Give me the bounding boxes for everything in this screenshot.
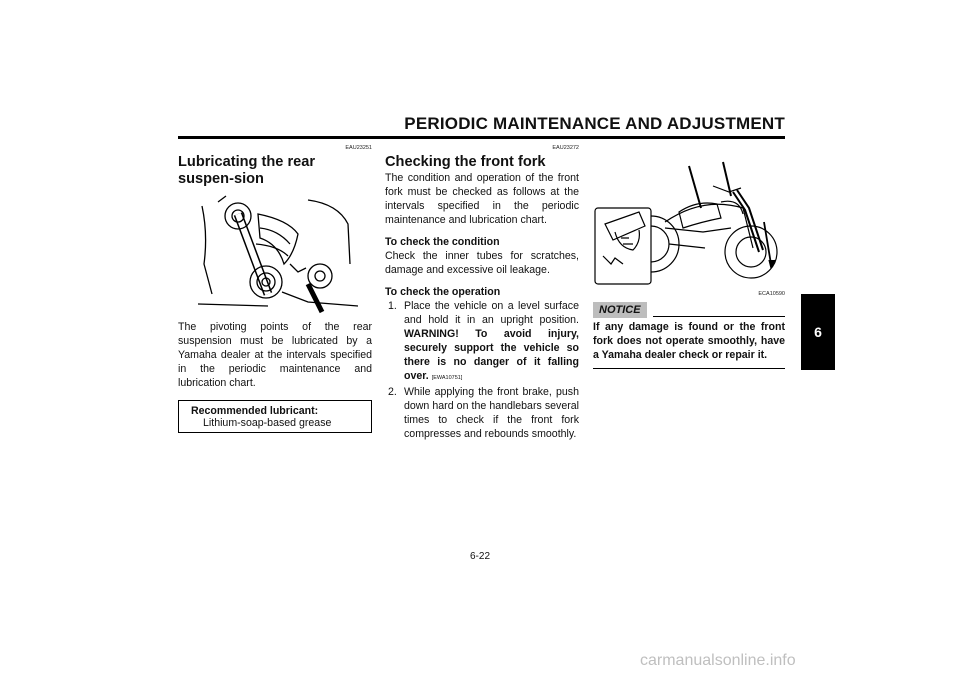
notice-header bbox=[593, 302, 785, 318]
column-notice bbox=[593, 142, 785, 369]
step-text: Place the vehicle on a level surface and hold it in an upright position. bbox=[404, 300, 579, 326]
header-rule bbox=[178, 136, 785, 139]
rear-suspension-illustration bbox=[198, 194, 372, 316]
page-header-title: PERIODIC MAINTENANCE AND ADJUSTMENT bbox=[404, 114, 785, 133]
step-text: While applying the front brake, push down hard on the handlebars several times to check if the front fork compresses and rebounds smoothly. bbox=[404, 386, 579, 440]
list-item bbox=[385, 299, 579, 385]
list-item bbox=[385, 385, 579, 441]
notice-end-rule bbox=[593, 368, 785, 369]
lubricant-value: Lithium-soap-based grease bbox=[203, 417, 332, 429]
condition-text: Check the inner tubes for scratches, damage and excessive oil leakage. bbox=[385, 250, 579, 276]
notice-text: If any damage is found or the front fork does not operate smoothly, have a Yamaha dealer check or repair it. bbox=[593, 321, 785, 361]
recommended-lubricant-box bbox=[178, 400, 372, 433]
warning-code: [EWA10751] bbox=[431, 375, 463, 381]
subheading-operation: To check the operation bbox=[385, 286, 501, 298]
notice-code: ECA10590 bbox=[758, 291, 785, 297]
step-number: 2. bbox=[388, 386, 397, 398]
warning-text: WARNING! To avoid injury, securely support the vehicle so there is no danger of it falling over. bbox=[404, 328, 579, 382]
chapter-tab[interactable]: 6 bbox=[801, 294, 835, 370]
section-heading: Checking the front fork bbox=[385, 154, 546, 170]
section-code: EAU23251 bbox=[345, 145, 372, 151]
notice-badge: NOTICE bbox=[593, 302, 647, 318]
front-fork-illustration bbox=[593, 152, 785, 288]
page-number: 6-22 bbox=[469, 551, 490, 562]
intro-text: The condition and operation of the front fork must be checked as follows at the intervals specified in the periodic maintenance and lubrication chart. bbox=[385, 172, 579, 226]
body-text: The pivoting points of the rear suspension must be lubricated by a Yamaha dealer at the intervals specified in the periodic maintenance and lubrication chart. bbox=[178, 321, 372, 389]
step-number: 1. bbox=[388, 300, 397, 312]
notice-rule bbox=[653, 316, 785, 317]
column-front-fork bbox=[385, 142, 579, 441]
section-code: EAU23272 bbox=[552, 145, 579, 151]
lubricant-label: Recommended lubricant: bbox=[191, 405, 319, 417]
column-rear-suspension bbox=[178, 142, 372, 390]
watermark: carmanualsonline.info bbox=[640, 652, 796, 669]
subheading-condition: To check the condition bbox=[385, 236, 500, 248]
section-heading: Lubricating the rear suspen-sion bbox=[178, 154, 316, 187]
